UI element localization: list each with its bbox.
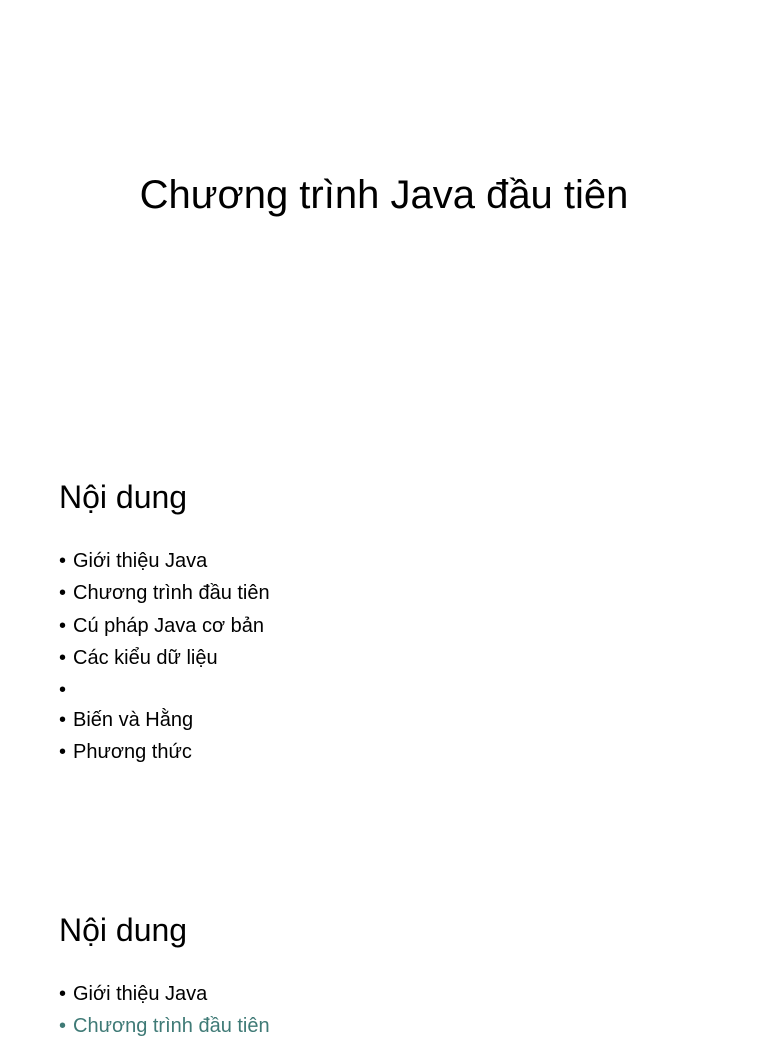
bullet-icon: • — [59, 983, 67, 1005]
contents-list — [59, 978, 270, 1043]
list-item — [59, 674, 270, 704]
list-item: • Chương trình đầu tiên — [59, 577, 270, 609]
list-item: • Giới thiệu Java — [59, 545, 270, 577]
bullet-icon: • — [59, 550, 67, 572]
list-item: • Các kiểu dữ liệu — [59, 642, 270, 674]
list-item: • Cú pháp Java cơ bản — [59, 610, 270, 642]
list-item: • Phương thức — [59, 736, 270, 768]
bullet-icon: • — [59, 709, 67, 732]
contents-heading: Nội dung — [59, 479, 188, 515]
contents-list — [59, 545, 270, 769]
bullet-icon: • — [59, 582, 67, 605]
bullet-icon: • — [59, 741, 67, 764]
contents-heading: Nội dung — [59, 912, 188, 948]
bullet-icon: • — [59, 1015, 67, 1038]
list-item: • Giới thiệu Java — [59, 978, 270, 1010]
bullet-icon: • — [59, 679, 67, 702]
bullet-icon: • — [59, 646, 67, 669]
list-item-current: • Chương trình đầu tiên — [59, 1010, 270, 1042]
slide-title: Chương trình Java đầu tiên — [139, 173, 629, 217]
list-item: • Biến và Hằng — [59, 704, 270, 736]
bullet-icon: • — [59, 614, 67, 637]
